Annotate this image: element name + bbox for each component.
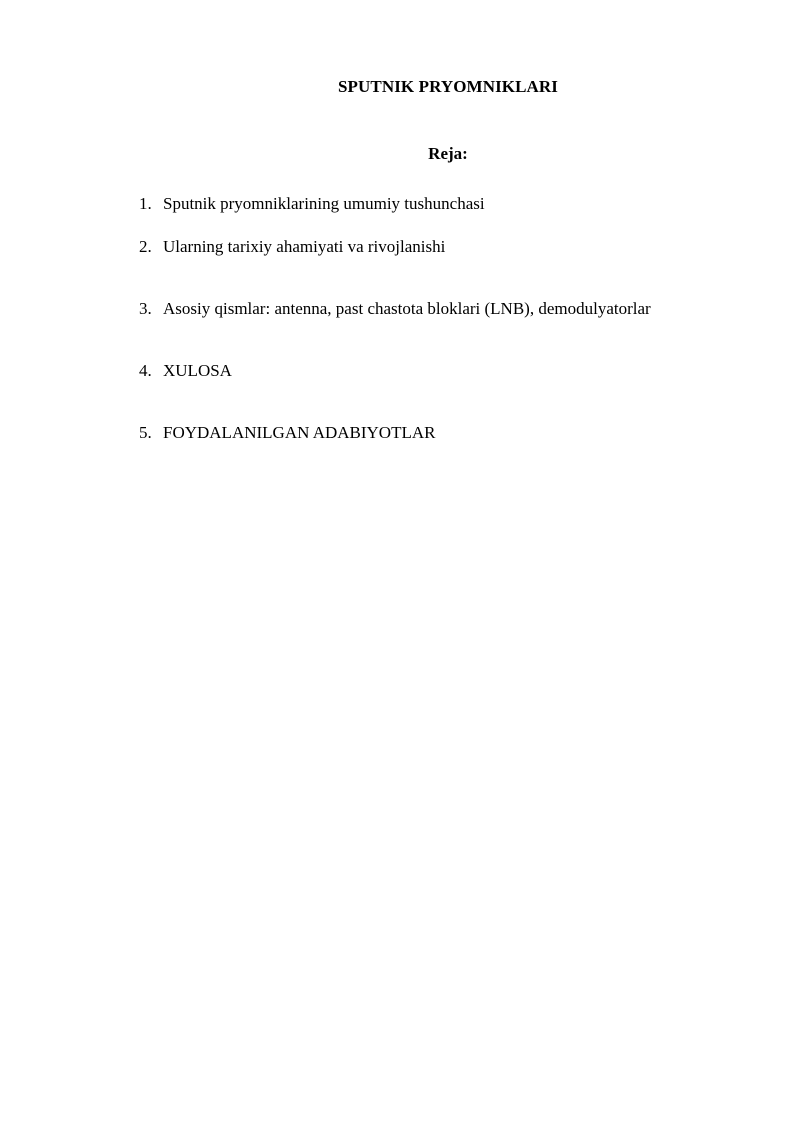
- list-item-text: Ularning tarixiy ahamiyati va rivojlanishi: [163, 237, 446, 256]
- list-item-number: 4.: [139, 361, 152, 380]
- list-item-number: 2.: [139, 237, 152, 256]
- list-item-number: 5.: [139, 423, 152, 442]
- plan-list-item: [139, 193, 485, 215]
- plan-list-item: [139, 236, 445, 258]
- list-item-text: Asosiy qismlar: antenna, past chastota bloklari (LNB), demodulyatorlar: [163, 299, 651, 318]
- list-item-text: Sputnik pryomniklarining umumiy tushunchasi: [163, 194, 485, 213]
- plan-list-item: [139, 422, 435, 444]
- list-item-text: FOYDALANILGAN ADABIYOTLAR: [163, 423, 436, 442]
- plan-heading: Reja:: [428, 144, 468, 163]
- list-item-number: 1.: [139, 194, 152, 213]
- list-item-text: XULOSA: [163, 361, 232, 380]
- plan-list-item: [139, 360, 232, 382]
- document-title: SPUTNIK PRYOMNIKLARI: [337, 77, 559, 96]
- plan-list-item: [139, 298, 651, 320]
- list-item-number: 3.: [139, 299, 152, 318]
